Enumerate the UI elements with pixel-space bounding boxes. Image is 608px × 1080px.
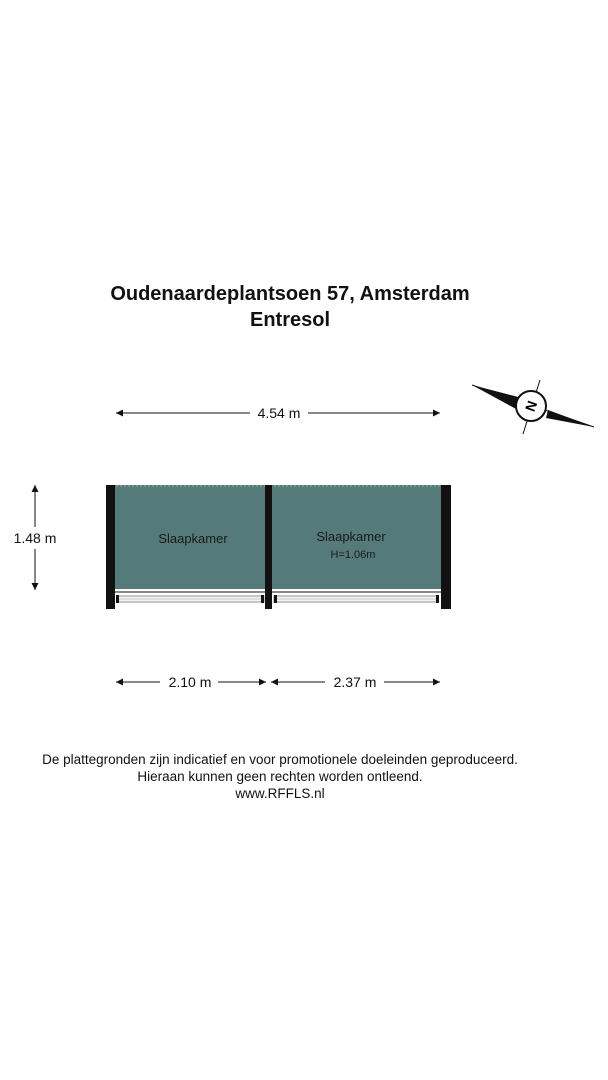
left-room-width-dimension — [116, 674, 266, 690]
room-left — [112, 485, 267, 589]
floor-title: Entresol — [249, 309, 331, 331]
disclaimer-line-1: De plattegronden zijn indicatief en voor promotionele doeleinden geproduceerd. — [42, 752, 518, 767]
compass-icon — [472, 380, 594, 434]
disclaimer-line-2: Hieraan kunnen geen rechten worden ontleend. — [137, 769, 423, 784]
total-width-dimension — [116, 405, 440, 421]
room-right-name: Slaapkamer — [316, 529, 386, 544]
left-room-width-label: 2.10 m — [168, 674, 212, 690]
website-link[interactable]: www.RFFLS.nl — [235, 786, 325, 801]
height-label: 1.48 m — [13, 530, 57, 546]
room-right-height-note: H=1.06m — [330, 549, 376, 561]
compass-north-label: N — [521, 398, 541, 414]
room-left-name: Slaapkamer — [158, 531, 228, 546]
right-room-width-label: 2.37 m — [333, 674, 377, 690]
address-title: Oudenaardeplantsoen 57, Amsterdam — [110, 283, 470, 305]
height-dimension — [14, 485, 57, 590]
right-room-width-dimension — [271, 674, 440, 690]
window-strip — [112, 589, 445, 609]
room-right — [270, 485, 442, 589]
total-width-label: 4.54 m — [257, 405, 301, 421]
